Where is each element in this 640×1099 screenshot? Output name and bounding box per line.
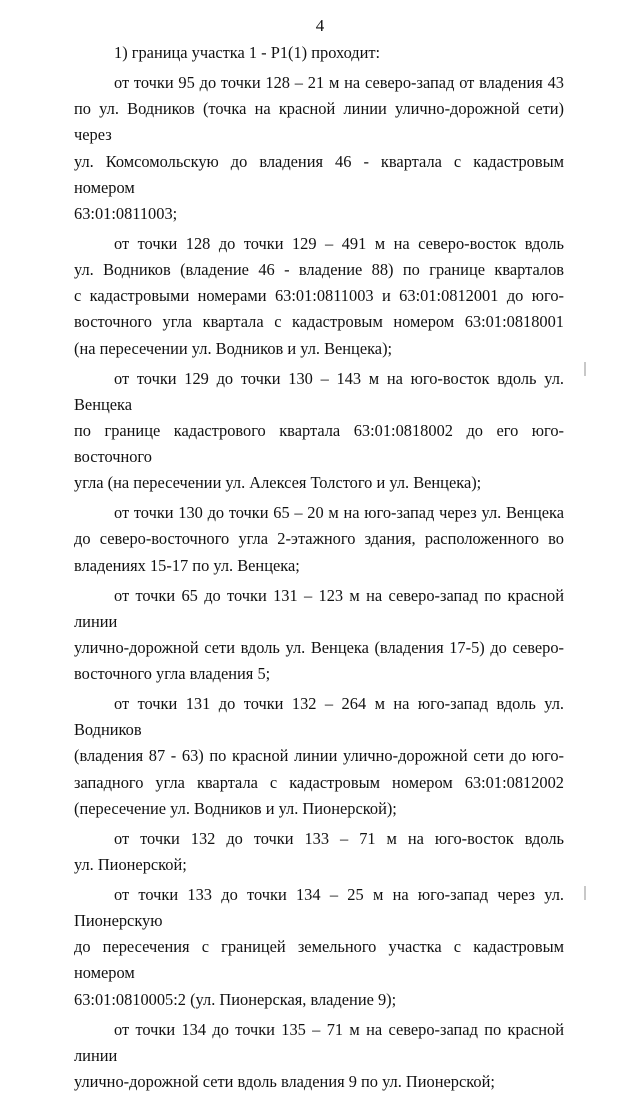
scan-artifact bbox=[584, 886, 586, 900]
boundary-paragraph bbox=[74, 1017, 564, 1096]
text-line: ул. Комсомольскую до владения 46 - квартала с кадастровым номером bbox=[74, 151, 564, 197]
text-line: от точки 128 до точки 129 – 491 м на северо-восток вдоль bbox=[114, 233, 564, 253]
text-line: от точки 65 до точки 131 – 123 м на северо-запад по красной линии bbox=[74, 585, 564, 631]
text-line: от точки 132 до точки 133 – 71 м на юго-восток вдоль bbox=[114, 828, 564, 848]
page-number: 4 bbox=[315, 16, 325, 35]
scan-artifact bbox=[584, 362, 586, 376]
document-body bbox=[74, 40, 564, 1099]
text-line: владениях 15-17 по ул. Венцека; bbox=[74, 555, 300, 575]
section-heading: 1) граница участка 1 - Р1(1) проходит: bbox=[114, 43, 381, 62]
text-line: до северо-восточного угла 2-этажного здания, расположенного во bbox=[74, 529, 564, 549]
text-line: восточного угла владения 5; bbox=[74, 664, 271, 684]
text-line: 63:01:0810005:2 (ул. Пионерская, владение 9); bbox=[74, 989, 397, 1009]
text-line: улично-дорожной сети вдоль владения 9 по ул. Пионерской; bbox=[74, 1071, 495, 1091]
text-line: от точки 95 до точки 128 – 21 м на северо-запад от владения 43 bbox=[114, 72, 564, 92]
text-line: (пересечение ул. Водников и ул. Пионерской); bbox=[74, 798, 397, 818]
text-line: ул. Водников (владение 46 - владение 88) по границе кварталов bbox=[74, 260, 564, 279]
text-line: (владения 87 - 63) по красной линии улично-дорожной сети до юго- bbox=[74, 746, 564, 766]
text-line: от точки 129 до точки 130 – 143 м на юго-восток вдоль ул. Венцека bbox=[74, 368, 564, 414]
text-line: по границе кадастрового квартала 63:01:0818002 до его юго-восточного bbox=[74, 420, 564, 467]
text-line: (на пересечении ул. Водников и ул. Венцека); bbox=[74, 338, 393, 358]
text-line: по ул. Водников (точка на красной линии улично-дорожной сети) через bbox=[74, 99, 564, 145]
boundary-paragraph bbox=[74, 583, 564, 688]
text-line: ул. Пионерской; bbox=[74, 854, 187, 874]
text-line: от точки 133 до точки 134 – 25 м на юго-запад через ул. Пионерскую bbox=[74, 884, 564, 930]
text-line: с кадастровыми номерами 63:01:0811003 и 63:01:0812001 до юго- bbox=[74, 286, 564, 306]
text-line: угла (на пересечении ул. Алексея Толстого и ул. Венцека); bbox=[74, 473, 482, 493]
boundary-paragraph bbox=[74, 826, 564, 878]
text-line: улично-дорожной сети вдоль ул. Венцека (владения 17-5) до северо- bbox=[74, 637, 564, 657]
text-line: до пересечения с границей земельного участка с кадастровым номером bbox=[74, 937, 564, 983]
boundary-paragraph bbox=[74, 882, 564, 1013]
boundary-paragraph bbox=[74, 366, 564, 497]
boundary-paragraph bbox=[74, 231, 564, 362]
text-line: от точки 134 до точки 135 – 71 м на северо-запад по красной линии bbox=[74, 1019, 564, 1065]
paragraph-list bbox=[74, 70, 564, 1095]
text-line: восточного угла квартала с кадастровым номером 63:01:0818001 bbox=[74, 312, 564, 332]
boundary-paragraph bbox=[74, 691, 564, 822]
text-line: 63:01:0811003; bbox=[74, 203, 178, 223]
boundary-paragraph bbox=[74, 500, 564, 579]
text-line: от точки 130 до точки 65 – 20 м на юго-запад через ул. Венцека bbox=[114, 503, 564, 523]
text-line: от точки 131 до точки 132 – 264 м на юго-запад вдоль ул. Водников bbox=[74, 694, 564, 740]
text-line: западного угла квартала с кадастровым номером 63:01:0812002 bbox=[74, 772, 564, 792]
boundary-paragraph bbox=[74, 70, 564, 227]
